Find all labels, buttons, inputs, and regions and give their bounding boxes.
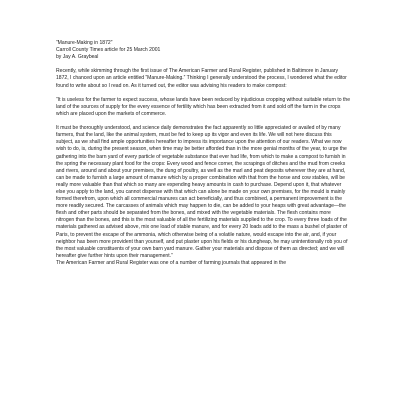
article-page — [56, 40, 350, 400]
paragraph-quote-opening: “It is useless for the farmer to expect success, whose lands have been reduced by injudicious cropping without suitable return to the land of the sources of supply for the every essence of fertility which has been extracted from it and sold off the farm in the crops which are placed upon the markets of commerce. — [56, 96, 350, 117]
paragraph-closing: The American Farmer and Rural Register was one of a number of farming journals that appeared in the — [56, 259, 287, 266]
spacer — [56, 118, 350, 125]
article-subtitle: Carroll County Times article for 25 March 2001 — [56, 47, 161, 54]
paragraph-intro: Recently, while skimming through the first issue of The American Farmer and Rural Register, published in Baltimore in January 1872, I chanced upon an article entitled “Manure-Making.” Thinking I generally understood the process, I wondered what the editor found to write about so I read on. As it turned out, the editor was advising his readers to make compost: — [56, 68, 347, 89]
spacer — [56, 90, 350, 97]
article-byline: by Jay A. Graybeal — [56, 54, 99, 61]
paragraph-quote-body: It must be thoroughly understood, and science daily demonstrates the fact apparently so little appreciated or availed of by many farmers, that the land, like the animal system, must be fed to keep up its vigor and even its life. We will not here discuss this subject, as we shall find ample opportunities hereafter to impress its importance upon the attention of our readers. What we now wish to do, is, during the present season, when time may be better afforded than in the more genial months of the year, to urge the gathering into the barn yard of every particle of vegetable substance that ever had life, from which to make a compost to furnish in the spring the necessary plant food for the crops: Every wood and fence corner, the scrapings of ditches and the mud from creeks and rivers, around and about your premises, the dung of poultry, as well as the marl and peat deposits wherever they are at hand, can be made to furnish a large amount of manure which by a proper combination with that from the horse and cow stables, will be really more valuable than that which so many are expending heavy amounts in cash to purchase. Depend upon it, that whatever else you apply to the land, you cannot dispense with that which can alone be made on your own premises, for the mould is mainly formed therefrom, upon which all commercial manures can act beneficially, and thus combined, a permanent improvement is the more readily secured. The carcasses of animals which may happen to die, can be added to your heaps with great advantage—the flesh and other parts should be separated from the bones, and mixed with the vegetable materials. The flesh contains more nitrogen than the bones, and this is the most valuable of all the fertilizing materials supplied to the crop. To every three loads of the materials gathered as advised above, mix one load of stable manure, and for every 20 loads add to the mass a bushel of plaster of Paris, to prevent the escape of the ammonia, which otherwise being of a volatile nature, would escape into the air, and, if your neighbor has been more provident than yourself, and put plaster upon his fields or his dungheap, he may unintentionally rob you of the most valuable constituents of your own barn yard manure. Gather your materials and dispose of them as directed; and we will hereafter give further hints upon their management.” — [56, 125, 348, 259]
spacer — [56, 61, 350, 68]
article-title: “Manure-Making in 1872” — [56, 40, 113, 46]
